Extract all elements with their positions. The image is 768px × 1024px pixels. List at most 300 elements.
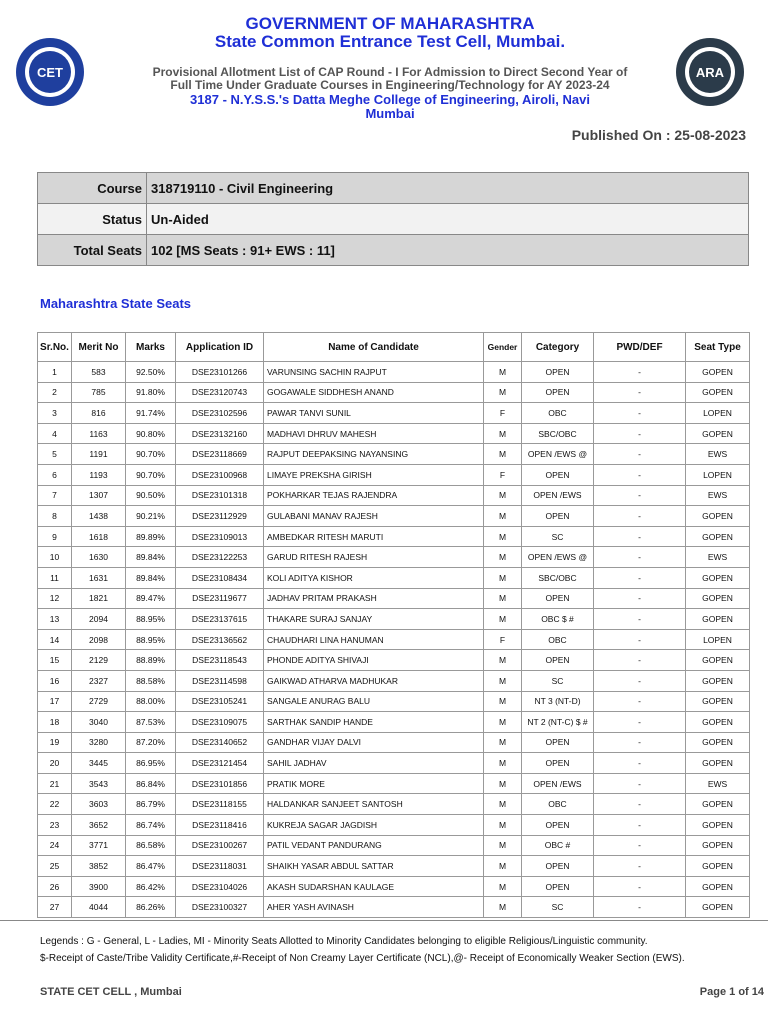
status-value: Un-Aided: [147, 204, 749, 235]
cell-marks: 87.53%: [126, 712, 176, 733]
cell-gender: M: [484, 609, 522, 630]
cell-sr-no: 22: [38, 794, 72, 815]
table-row: [38, 815, 750, 836]
col-seat-type: Seat Type: [686, 333, 750, 362]
cell-gender: F: [484, 629, 522, 650]
cell-seat-type: EWS: [686, 773, 750, 794]
cell-sr-no: 8: [38, 506, 72, 527]
col-application-id: Application ID: [176, 333, 264, 362]
cell-seat-type: LOPEN: [686, 403, 750, 424]
cell-seat-type: GOPEN: [686, 876, 750, 897]
cell-gender: M: [484, 753, 522, 774]
cell-pwd-def: -: [594, 506, 686, 527]
cell-pwd-def: -: [594, 691, 686, 712]
table-row: [38, 650, 750, 671]
cell-pwd-def: -: [594, 794, 686, 815]
cell-marks: 88.58%: [126, 670, 176, 691]
cell-pwd-def: -: [594, 650, 686, 671]
cell-pwd-def: -: [594, 712, 686, 733]
table-row: [38, 773, 750, 794]
cell-merit-no: 1821: [72, 588, 126, 609]
cell-marks: 88.89%: [126, 650, 176, 671]
cell-pwd-def: -: [594, 444, 686, 465]
cell-gender: M: [484, 506, 522, 527]
cell-gender: F: [484, 403, 522, 424]
cell-seat-type: GOPEN: [686, 712, 750, 733]
cell-marks: 87.20%: [126, 732, 176, 753]
cell-seat-type: GOPEN: [686, 609, 750, 630]
cell-merit-no: 816: [72, 403, 126, 424]
cell-seat-type: EWS: [686, 485, 750, 506]
cell-gender: M: [484, 835, 522, 856]
cell-category: OBC: [522, 794, 594, 815]
cell-gender: M: [484, 794, 522, 815]
cell-merit-no: 1191: [72, 444, 126, 465]
cell-pwd-def: -: [594, 423, 686, 444]
cell-sr-no: 4: [38, 423, 72, 444]
cell-pwd-def: -: [594, 567, 686, 588]
cell-candidate-name: HALDANKAR SANJEET SANTOSH: [264, 794, 484, 815]
cell-merit-no: 1630: [72, 547, 126, 568]
legend-line-2: $-Receipt of Caste/Tribe Validity Certificate,#-Receipt of Non Creamy Layer Certificate (NCL),@- Receipt of Economically Weaker Section (EWS).: [40, 953, 685, 964]
course-row: [38, 173, 749, 204]
cell-pwd-def: -: [594, 629, 686, 650]
cell-sr-no: 7: [38, 485, 72, 506]
cell-seat-type: LOPEN: [686, 464, 750, 485]
cell-application-id: DSE23100267: [176, 835, 264, 856]
cell-application-id: DSE23120743: [176, 382, 264, 403]
cell-category: OPEN: [522, 650, 594, 671]
cell-application-id: DSE23104026: [176, 876, 264, 897]
cell-category: OPEN: [522, 464, 594, 485]
cell-gender: M: [484, 856, 522, 877]
cell-seat-type: GOPEN: [686, 650, 750, 671]
table-row: [38, 382, 750, 403]
cell-marks: 92.50%: [126, 362, 176, 383]
table-body: [38, 362, 750, 918]
cell-sr-no: 1: [38, 362, 72, 383]
cell-gender: F: [484, 464, 522, 485]
table-row: [38, 794, 750, 815]
cet-cell-title: State Common Entrance Test Cell, Mumbai.: [214, 32, 566, 51]
cell-candidate-name: SANGALE ANURAG BALU: [264, 691, 484, 712]
cell-application-id: DSE23109013: [176, 526, 264, 547]
cell-application-id: DSE23122253: [176, 547, 264, 568]
cell-candidate-name: AMBEDKAR RITESH MARUTI: [264, 526, 484, 547]
cell-seat-type: EWS: [686, 547, 750, 568]
cell-category: OPEN /EWS @: [522, 444, 594, 465]
cell-application-id: DSE23102596: [176, 403, 264, 424]
cell-merit-no: 2129: [72, 650, 126, 671]
cell-seat-type: GOPEN: [686, 506, 750, 527]
cell-sr-no: 13: [38, 609, 72, 630]
cell-merit-no: 3652: [72, 815, 126, 836]
cell-gender: M: [484, 712, 522, 733]
cell-merit-no: 1631: [72, 567, 126, 588]
cell-category: OPEN: [522, 732, 594, 753]
published-date: Published On : 25-08-2023: [571, 127, 746, 143]
cell-application-id: DSE23105241: [176, 691, 264, 712]
cell-application-id: DSE23101318: [176, 485, 264, 506]
cell-seat-type: GOPEN: [686, 856, 750, 877]
cell-candidate-name: GARUD RITESH RAJESH: [264, 547, 484, 568]
status-label: Status: [38, 204, 147, 235]
cell-seat-type: GOPEN: [686, 588, 750, 609]
cell-merit-no: 2098: [72, 629, 126, 650]
cell-gender: M: [484, 485, 522, 506]
college-line-2: Mumbai: [365, 106, 415, 121]
cell-pwd-def: -: [594, 547, 686, 568]
cell-application-id: DSE23136562: [176, 629, 264, 650]
cell-candidate-name: GULABANI MANAV RAJESH: [264, 506, 484, 527]
table-header-row: [38, 333, 750, 362]
cell-seat-type: LOPEN: [686, 629, 750, 650]
course-info-table: [37, 172, 749, 266]
cell-application-id: DSE23140652: [176, 732, 264, 753]
cell-seat-type: EWS: [686, 444, 750, 465]
cell-pwd-def: -: [594, 753, 686, 774]
cet-cell-seal-icon: [14, 36, 86, 108]
cell-merit-no: 3900: [72, 876, 126, 897]
cell-merit-no: 1163: [72, 423, 126, 444]
cell-category: OPEN /EWS: [522, 485, 594, 506]
table-row: [38, 691, 750, 712]
cell-sr-no: 14: [38, 629, 72, 650]
cell-marks: 91.74%: [126, 403, 176, 424]
cell-marks: 86.95%: [126, 753, 176, 774]
table-row: [38, 753, 750, 774]
cell-sr-no: 16: [38, 670, 72, 691]
cell-candidate-name: PATIL VEDANT PANDURANG: [264, 835, 484, 856]
cell-merit-no: 2327: [72, 670, 126, 691]
cell-gender: M: [484, 444, 522, 465]
table-row: [38, 547, 750, 568]
cell-candidate-name: VARUNSING SACHIN RAJPUT: [264, 362, 484, 383]
cell-sr-no: 6: [38, 464, 72, 485]
cell-marks: 86.26%: [126, 897, 176, 918]
total-seats-value: 102 [MS Seats : 91+ EWS : 11]: [147, 235, 749, 266]
cell-gender: M: [484, 897, 522, 918]
col-marks: Marks: [126, 333, 176, 362]
cell-sr-no: 10: [38, 547, 72, 568]
cell-candidate-name: GANDHAR VIJAY DALVI: [264, 732, 484, 753]
cell-category: NT 3 (NT-D): [522, 691, 594, 712]
cell-candidate-name: PAWAR TANVI SUNIL: [264, 403, 484, 424]
cell-candidate-name: MADHAVI DHRUV MAHESH: [264, 423, 484, 444]
cell-seat-type: GOPEN: [686, 423, 750, 444]
cell-category: OPEN: [522, 876, 594, 897]
cell-category: OBC: [522, 629, 594, 650]
cell-gender: M: [484, 773, 522, 794]
cell-sr-no: 9: [38, 526, 72, 547]
cell-candidate-name: GAIKWAD ATHARVA MADHUKAR: [264, 670, 484, 691]
cell-seat-type: GOPEN: [686, 753, 750, 774]
cell-pwd-def: -: [594, 362, 686, 383]
cell-candidate-name: PRATIK MORE: [264, 773, 484, 794]
cell-gender: M: [484, 423, 522, 444]
cell-merit-no: 2729: [72, 691, 126, 712]
cell-gender: M: [484, 547, 522, 568]
cell-sr-no: 15: [38, 650, 72, 671]
page-number: Page 1 of 14: [699, 986, 764, 998]
cell-marks: 86.58%: [126, 835, 176, 856]
table-row: [38, 712, 750, 733]
table-row: [38, 629, 750, 650]
cell-application-id: DSE23137615: [176, 609, 264, 630]
cell-application-id: DSE23118543: [176, 650, 264, 671]
cell-merit-no: 3603: [72, 794, 126, 815]
cell-gender: M: [484, 362, 522, 383]
cell-pwd-def: -: [594, 773, 686, 794]
cell-marks: 88.95%: [126, 629, 176, 650]
cell-sr-no: 21: [38, 773, 72, 794]
cell-application-id: DSE23109075: [176, 712, 264, 733]
table-row: [38, 485, 750, 506]
table-row: [38, 526, 750, 547]
col-name: Name of Candidate: [264, 333, 484, 362]
cell-merit-no: 2094: [72, 609, 126, 630]
allotment-description: [120, 66, 660, 92]
cell-candidate-name: LIMAYE PREKSHA GIRISH: [264, 464, 484, 485]
cell-sr-no: 5: [38, 444, 72, 465]
cell-candidate-name: SHAIKH YASAR ABDUL SATTAR: [264, 856, 484, 877]
cell-seat-type: GOPEN: [686, 382, 750, 403]
cell-application-id: DSE23118155: [176, 794, 264, 815]
cell-candidate-name: CHAUDHARI LINA HANUMAN: [264, 629, 484, 650]
description-line-1: Provisional Allotment List of CAP Round - I For Admission to Direct Second Year of: [152, 65, 628, 79]
cell-application-id: DSE23101266: [176, 362, 264, 383]
cell-category: OBC $ #: [522, 609, 594, 630]
cell-candidate-name: KUKREJA SAGAR JAGDISH: [264, 815, 484, 836]
section-title: Maharashtra State Seats: [40, 296, 192, 311]
cell-seat-type: GOPEN: [686, 362, 750, 383]
cell-category: OPEN: [522, 362, 594, 383]
description-line-2: Full Time Under Graduate Courses in Engineering/Technology for AY 2023-24: [170, 78, 610, 92]
cell-candidate-name: THAKARE SURAJ SANJAY: [264, 609, 484, 630]
cell-marks: 89.84%: [126, 547, 176, 568]
cell-marks: 90.80%: [126, 423, 176, 444]
cell-application-id: DSE23112929: [176, 506, 264, 527]
cell-sr-no: 3: [38, 403, 72, 424]
cell-candidate-name: RAJPUT DEEPAKSING NAYANSING: [264, 444, 484, 465]
table-row: [38, 464, 750, 485]
cell-merit-no: 3445: [72, 753, 126, 774]
cell-marks: 88.95%: [126, 609, 176, 630]
table-row: [38, 876, 750, 897]
cell-category: SC: [522, 897, 594, 918]
cell-application-id: DSE23114598: [176, 670, 264, 691]
cell-sr-no: 12: [38, 588, 72, 609]
cell-gender: M: [484, 815, 522, 836]
cell-pwd-def: -: [594, 815, 686, 836]
table-row: [38, 856, 750, 877]
cell-sr-no: 26: [38, 876, 72, 897]
cell-sr-no: 2: [38, 382, 72, 403]
cell-candidate-name: KOLI ADITYA KISHOR: [264, 567, 484, 588]
table-row: [38, 423, 750, 444]
cell-category: OPEN: [522, 753, 594, 774]
col-category: Category: [522, 333, 594, 362]
cell-application-id: DSE23101856: [176, 773, 264, 794]
cell-seat-type: GOPEN: [686, 732, 750, 753]
cell-candidate-name: POKHARKAR TEJAS RAJENDRA: [264, 485, 484, 506]
cell-seat-type: GOPEN: [686, 691, 750, 712]
cell-marks: 86.84%: [126, 773, 176, 794]
cell-candidate-name: JADHAV PRITAM PRAKASH: [264, 588, 484, 609]
cell-seat-type: GOPEN: [686, 794, 750, 815]
ara-seal-icon: [674, 36, 746, 108]
cell-merit-no: 1438: [72, 506, 126, 527]
cell-seat-type: GOPEN: [686, 670, 750, 691]
cell-pwd-def: -: [594, 403, 686, 424]
cell-sr-no: 20: [38, 753, 72, 774]
course-value: 318719110 - Civil Engineering: [147, 173, 749, 204]
total-seats-label: Total Seats: [38, 235, 147, 266]
cell-gender: M: [484, 732, 522, 753]
cell-seat-type: GOPEN: [686, 835, 750, 856]
cell-merit-no: 3852: [72, 856, 126, 877]
cell-category: OPEN: [522, 382, 594, 403]
table-row: [38, 609, 750, 630]
cell-gender: M: [484, 670, 522, 691]
table-row: [38, 732, 750, 753]
cell-pwd-def: -: [594, 588, 686, 609]
cell-gender: M: [484, 691, 522, 712]
table-row: [38, 588, 750, 609]
cell-category: OPEN: [522, 588, 594, 609]
total-seats-row: [38, 235, 749, 266]
cell-merit-no: 4044: [72, 897, 126, 918]
cell-pwd-def: -: [594, 876, 686, 897]
cell-sr-no: 23: [38, 815, 72, 836]
cell-gender: M: [484, 382, 522, 403]
cell-marks: 86.47%: [126, 856, 176, 877]
cell-application-id: DSE23118031: [176, 856, 264, 877]
cell-pwd-def: -: [594, 526, 686, 547]
cell-seat-type: GOPEN: [686, 567, 750, 588]
table-row: [38, 670, 750, 691]
table-row: [38, 567, 750, 588]
cell-seat-type: GOPEN: [686, 526, 750, 547]
status-row: [38, 204, 749, 235]
table-row: [38, 362, 750, 383]
cell-sr-no: 24: [38, 835, 72, 856]
cell-gender: M: [484, 567, 522, 588]
cell-merit-no: 3040: [72, 712, 126, 733]
cell-merit-no: 3771: [72, 835, 126, 856]
cell-sr-no: 18: [38, 712, 72, 733]
cell-category: SC: [522, 526, 594, 547]
cell-pwd-def: -: [594, 382, 686, 403]
cell-marks: 89.84%: [126, 567, 176, 588]
cell-gender: M: [484, 588, 522, 609]
cell-marks: 86.79%: [126, 794, 176, 815]
college-name: [120, 93, 660, 121]
table-row: [38, 403, 750, 424]
cell-application-id: DSE23100327: [176, 897, 264, 918]
cell-marks: 91.80%: [126, 382, 176, 403]
cell-candidate-name: SARTHAK SANDIP HANDE: [264, 712, 484, 733]
cell-candidate-name: SAHIL JADHAV: [264, 753, 484, 774]
cell-pwd-def: -: [594, 609, 686, 630]
cell-sr-no: 11: [38, 567, 72, 588]
cell-marks: 90.50%: [126, 485, 176, 506]
cell-candidate-name: GOGAWALE SIDDHESH ANAND: [264, 382, 484, 403]
cell-category: SBC/OBC: [522, 567, 594, 588]
cell-category: OBC #: [522, 835, 594, 856]
cell-category: SC: [522, 670, 594, 691]
cell-application-id: DSE23118669: [176, 444, 264, 465]
cell-pwd-def: -: [594, 464, 686, 485]
legend-line-1: Legends : G - General, L - Ladies, MI - Minority Seats Allotted to Minority Candidates belonging to eligible Religious/Linguistic community.: [40, 936, 648, 947]
cell-pwd-def: -: [594, 856, 686, 877]
college-line-1: 3187 - N.Y.S.S.'s Datta Meghe College of Engineering, Airoli, Navi: [190, 92, 590, 107]
cell-candidate-name: AKASH SUDARSHAN KAULAGE: [264, 876, 484, 897]
cell-marks: 90.70%: [126, 464, 176, 485]
col-pwd-def: PWD/DEF: [594, 333, 686, 362]
ara-logo-text: ARA: [695, 65, 725, 80]
cell-merit-no: 1307: [72, 485, 126, 506]
footer-divider: [0, 920, 768, 921]
cell-sr-no: 27: [38, 897, 72, 918]
cell-category: NT 2 (NT-C) $ #: [522, 712, 594, 733]
cell-merit-no: 1618: [72, 526, 126, 547]
cell-category: OBC: [522, 403, 594, 424]
allotment-table: [37, 332, 750, 918]
cell-application-id: DSE23119677: [176, 588, 264, 609]
col-sr-no: Sr.No.: [38, 333, 72, 362]
cell-application-id: DSE23100968: [176, 464, 264, 485]
cet-logo-text: CET: [37, 65, 63, 80]
cell-application-id: DSE23132160: [176, 423, 264, 444]
cell-merit-no: 3543: [72, 773, 126, 794]
cell-merit-no: 1193: [72, 464, 126, 485]
footer-organization: STATE CET CELL , Mumbai: [40, 986, 182, 998]
cell-category: OPEN: [522, 856, 594, 877]
cell-category: OPEN /EWS @: [522, 547, 594, 568]
cell-pwd-def: -: [594, 835, 686, 856]
cell-sr-no: 19: [38, 732, 72, 753]
cell-pwd-def: -: [594, 485, 686, 506]
cell-application-id: DSE23118416: [176, 815, 264, 836]
cell-seat-type: GOPEN: [686, 815, 750, 836]
cell-marks: 86.74%: [126, 815, 176, 836]
cell-marks: 90.21%: [126, 506, 176, 527]
cell-marks: 88.00%: [126, 691, 176, 712]
cell-sr-no: 25: [38, 856, 72, 877]
cell-application-id: DSE23108434: [176, 567, 264, 588]
cell-application-id: DSE23121454: [176, 753, 264, 774]
cell-candidate-name: AHER YASH AVINASH: [264, 897, 484, 918]
col-gender: Gender: [484, 333, 522, 362]
cell-gender: M: [484, 526, 522, 547]
cell-pwd-def: -: [594, 670, 686, 691]
table-row: [38, 897, 750, 918]
cell-marks: 89.89%: [126, 526, 176, 547]
cell-marks: 89.47%: [126, 588, 176, 609]
cell-category: OPEN: [522, 815, 594, 836]
cell-merit-no: 3280: [72, 732, 126, 753]
cell-pwd-def: -: [594, 732, 686, 753]
cell-merit-no: 583: [72, 362, 126, 383]
cell-gender: M: [484, 876, 522, 897]
cell-marks: 86.42%: [126, 876, 176, 897]
cell-category: SBC/OBC: [522, 423, 594, 444]
cell-sr-no: 17: [38, 691, 72, 712]
cell-category: OPEN: [522, 506, 594, 527]
cell-category: OPEN /EWS: [522, 773, 594, 794]
table-row: [38, 444, 750, 465]
